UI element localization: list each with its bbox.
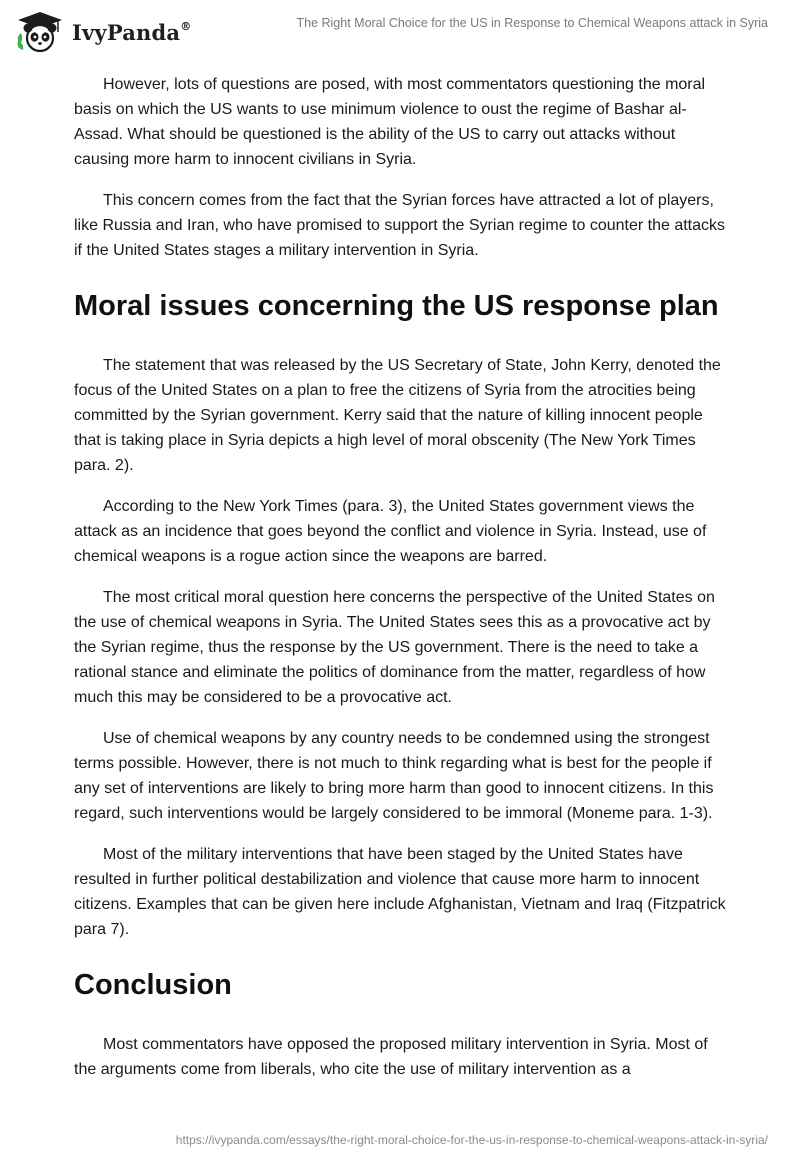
paragraph: Use of chemical weapons by any country needs to be condemned using the strongest terms possible. However, there is not much to think regarding what is best for the people if any set of interventions are likely to bring more harm than good to innocent citizens. In this regard, such interventions would be largely considered to be immoral (Moneme para. 1-3). xyxy=(74,730,714,822)
page-header xyxy=(0,0,800,62)
ivypanda-logo[interactable] xyxy=(14,10,191,54)
source-url[interactable]: https://ivypanda.com/essays/the-right-moral-choice-for-the-us-in-response-to-chemical-weapons-attack-in-syria/ xyxy=(175,1133,768,1147)
section-heading: Conclusion xyxy=(74,969,232,1001)
paragraph: This concern comes from the fact that the Syrian forces have attracted a lot of players, like Russia and Iran, who have promised to support the Syrian regime to counter the attacks if the United States stages a military intervention in Syria. xyxy=(74,192,726,259)
paragraph: However, lots of questions are posed, with most commentators questioning the moral basis on which the US wants to use minimum violence to oust the regime of Bashar al-Assad. What should be questioned is the ability of the US to carry out attacks without causing more harm to innocent civilians in Syria. xyxy=(74,76,706,168)
section-heading: Moral issues concerning the US response plan xyxy=(74,290,719,322)
panda-graduate-icon xyxy=(14,10,66,54)
paragraph: According to the New York Times (para. 3), the United States government views the attack as an incidence that goes beyond the conflict and violence in Syria. Instead, use of chemical weapons is a rogue action since the weapons are barred. xyxy=(74,498,707,565)
paragraph: Most commentators have opposed the proposed military intervention in Syria. Most of the arguments come from liberals, who cite the use of military intervention as a xyxy=(74,1036,708,1078)
logo-wordmark xyxy=(72,20,191,45)
paragraph: The statement that was released by the US Secretary of State, John Kerry, denoted the focus of the United States on a plan to free the citizens of Syria from the atrocities being committed by the Syrian government. Kerry said that the nature of killing innocent people that is taking place in Syria depicts a high level of moral obscenity (The New York Times para. 2). xyxy=(74,357,721,474)
essay-content xyxy=(74,72,728,1098)
running-title: The Right Moral Choice for the US in Response to Chemical Weapons attack in Syria xyxy=(296,16,768,30)
paragraph: The most critical moral question here concerns the perspective of the United States on the use of chemical weapons in Syria. The United States sees this as a provocative act by the Syrian regime, thus the response by the US government. There is the need to take a rational stance and eliminate the politics of dominance from the matter, regardless of how much this may be considered to be a provocative act. xyxy=(74,589,715,706)
registered-mark: ® xyxy=(180,19,192,33)
paragraph: Most of the military interventions that have been staged by the United States have resulted in further political destabilization and violence that cause more harm to innocent citizens. Examples that can be given here include Afghanistan, Vietnam and Iraq (Fitzpatrick para 7). xyxy=(74,846,726,938)
logo-text: IvyPanda xyxy=(72,19,181,45)
